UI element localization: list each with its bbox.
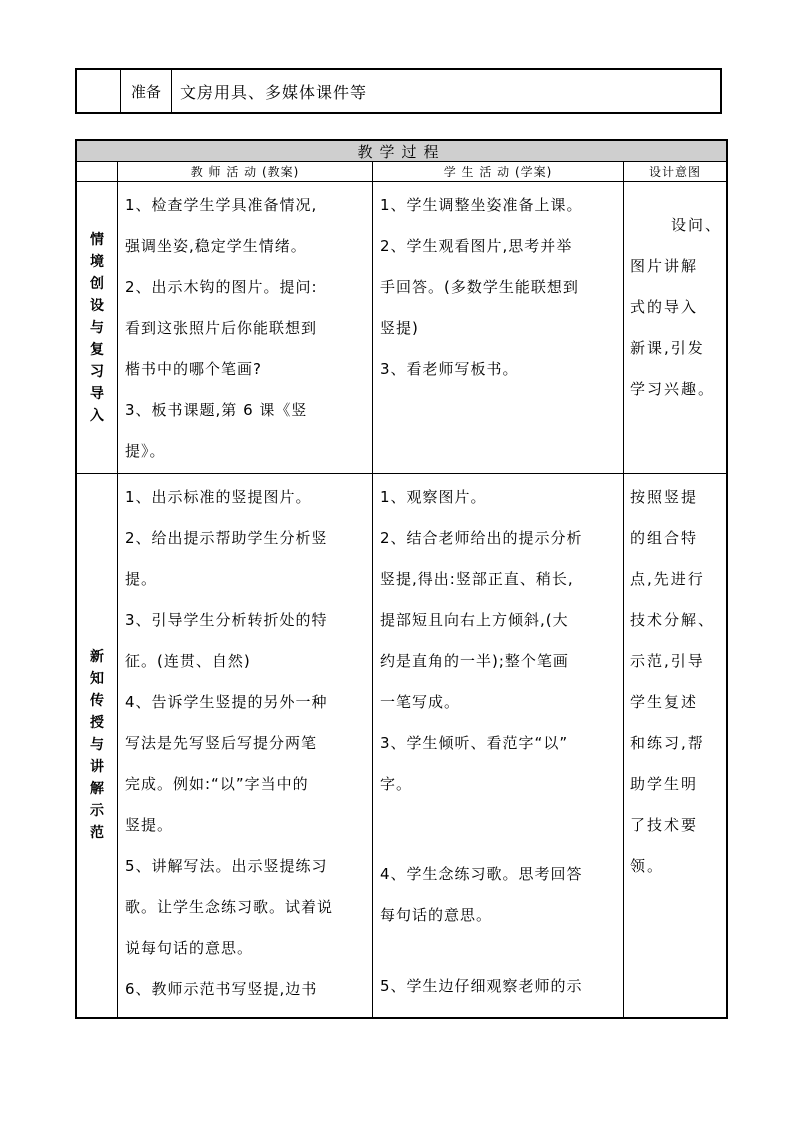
text-line: 点,先进行	[630, 570, 705, 588]
stage-char: 创	[90, 275, 104, 292]
text-line: 竖提)	[380, 319, 419, 337]
preparation-content: 文房用具、多媒体课件等	[180, 82, 368, 102]
design-intent-header: 设计意图	[624, 162, 726, 182]
text-line: 约是直角的一半);整个笔画	[380, 652, 569, 670]
text-line: 手回答。(多数学生能联想到	[380, 278, 579, 296]
preparation-label: 准备	[121, 70, 172, 112]
text-line: 征。(连贯、自然)	[125, 652, 251, 670]
stage-char: 复	[90, 341, 104, 358]
text-line: 了技术要	[630, 816, 699, 834]
text-line: 设问、	[670, 216, 722, 234]
text-line: 2、出示木钩的图片。提问:	[125, 278, 318, 296]
text-line: 按照竖提	[630, 488, 699, 506]
design-intent-new-knowledge	[630, 477, 722, 887]
text-line: 提部短且向右上方倾斜,(大	[380, 611, 569, 629]
text-line: 说每句话的意思。	[125, 939, 254, 957]
student-activity-intro	[380, 185, 620, 390]
text-line: 1、观察图片。	[380, 488, 487, 506]
text-line: 1、出示标准的竖提图片。	[125, 488, 312, 506]
text-line: 竖提。	[125, 816, 174, 834]
text-line: 看到这张照片后你能联想到	[125, 319, 318, 337]
stage-char: 入	[90, 407, 104, 424]
column-divider	[117, 162, 118, 1017]
text-line: 技术分解、	[630, 611, 716, 629]
column-divider	[372, 162, 373, 1017]
text-line: 的组合特	[630, 529, 699, 547]
blank-line	[380, 846, 620, 854]
text-line: 2、学生观看图片,思考并举	[380, 237, 573, 255]
text-line: 新课,引发	[630, 339, 705, 357]
stage-char: 知	[90, 671, 104, 687]
text-line: 4、学生念练习歌。思考回答	[380, 865, 583, 883]
preparation-blank-cell	[77, 70, 121, 112]
text-line: 提。	[125, 570, 158, 588]
stage-label-new-knowledge	[77, 474, 117, 1016]
text-line: 竖提,得出:竖部正直、稍长,	[380, 570, 574, 588]
stage-char: 与	[90, 319, 104, 336]
text-line: 领。	[630, 857, 665, 875]
text-line: 3、板书课题,第 6 课《竖	[125, 401, 308, 419]
text-line: 1、检查学生学具准备情况,	[125, 196, 318, 214]
text-line: 6、教师示范书写竖提,边书	[125, 980, 318, 998]
column-divider	[623, 162, 624, 1017]
text-line: 2、给出提示帮助学生分析竖	[125, 529, 328, 547]
stage-char: 讲	[90, 759, 104, 775]
stage-char: 习	[90, 363, 104, 380]
blank-line	[380, 805, 620, 846]
design-intent-intro	[630, 205, 722, 410]
text-line: 写法是先写竖后写提分两笔	[125, 734, 318, 752]
text-line: 学习兴趣。	[630, 380, 716, 398]
preparation-table	[75, 68, 722, 114]
stage-header-cell	[77, 162, 117, 182]
text-line: 5、学生边仔细观察老师的示	[380, 977, 583, 995]
text-line: 图片讲解	[630, 257, 699, 275]
stage-char: 传	[90, 693, 104, 709]
stage-char: 示	[90, 803, 104, 819]
stage-char: 境	[90, 253, 104, 270]
text-line: 1、学生调整坐姿准备上课。	[380, 196, 583, 214]
text-line: 字。	[380, 775, 413, 793]
text-line: 一笔写成。	[380, 693, 461, 711]
teaching-process-table	[75, 139, 728, 1019]
text-line: 歌。让学生念练习歌。试着说	[125, 898, 334, 916]
blank-line	[380, 936, 620, 966]
stage-char: 情	[90, 231, 104, 248]
teacher-activity-header: 教 师 活 动 (教案)	[118, 162, 372, 182]
text-line: 和练习,帮	[630, 734, 705, 752]
student-activity-header: 学 生 活 动 (学案)	[373, 162, 623, 182]
teacher-activity-new-knowledge	[125, 477, 369, 1010]
teacher-activity-intro	[125, 185, 369, 472]
stage-char: 设	[90, 297, 104, 314]
row-divider	[77, 473, 726, 474]
text-line: 5、讲解写法。出示竖提练习	[125, 857, 328, 875]
stage-char: 导	[90, 385, 104, 402]
process-title: 教学过程	[77, 141, 726, 162]
text-line: 4、告诉学生竖提的另外一种	[125, 693, 328, 711]
text-line: 强调坐姿,稳定学生情绪。	[125, 237, 307, 255]
stage-char: 范	[90, 825, 104, 841]
text-line: 助学生明	[630, 775, 699, 793]
stage-char: 授	[90, 715, 104, 731]
stage-char: 新	[90, 649, 104, 665]
text-line: 示范,引导	[630, 652, 705, 670]
text-line: 3、学生倾听、看范字“以”	[380, 734, 569, 752]
text-line: 楷书中的哪个笔画?	[125, 360, 262, 378]
text-line: 3、看老师写板书。	[380, 360, 519, 378]
text-line: 3、引导学生分析转折处的特	[125, 611, 328, 629]
stage-label-intro	[77, 182, 117, 473]
student-activity-new-knowledge	[380, 477, 620, 1007]
stage-char: 解	[90, 781, 104, 797]
text-line: 学生复述	[630, 693, 699, 711]
text-line: 每句话的意思。	[380, 906, 493, 924]
text-line: 提》。	[125, 442, 166, 460]
text-line: 2、结合老师给出的提示分析	[380, 529, 583, 547]
text-line: 完成。例如:“以”字当中的	[125, 775, 309, 793]
text-line: 式的导入	[630, 298, 699, 316]
stage-char: 与	[90, 737, 104, 753]
